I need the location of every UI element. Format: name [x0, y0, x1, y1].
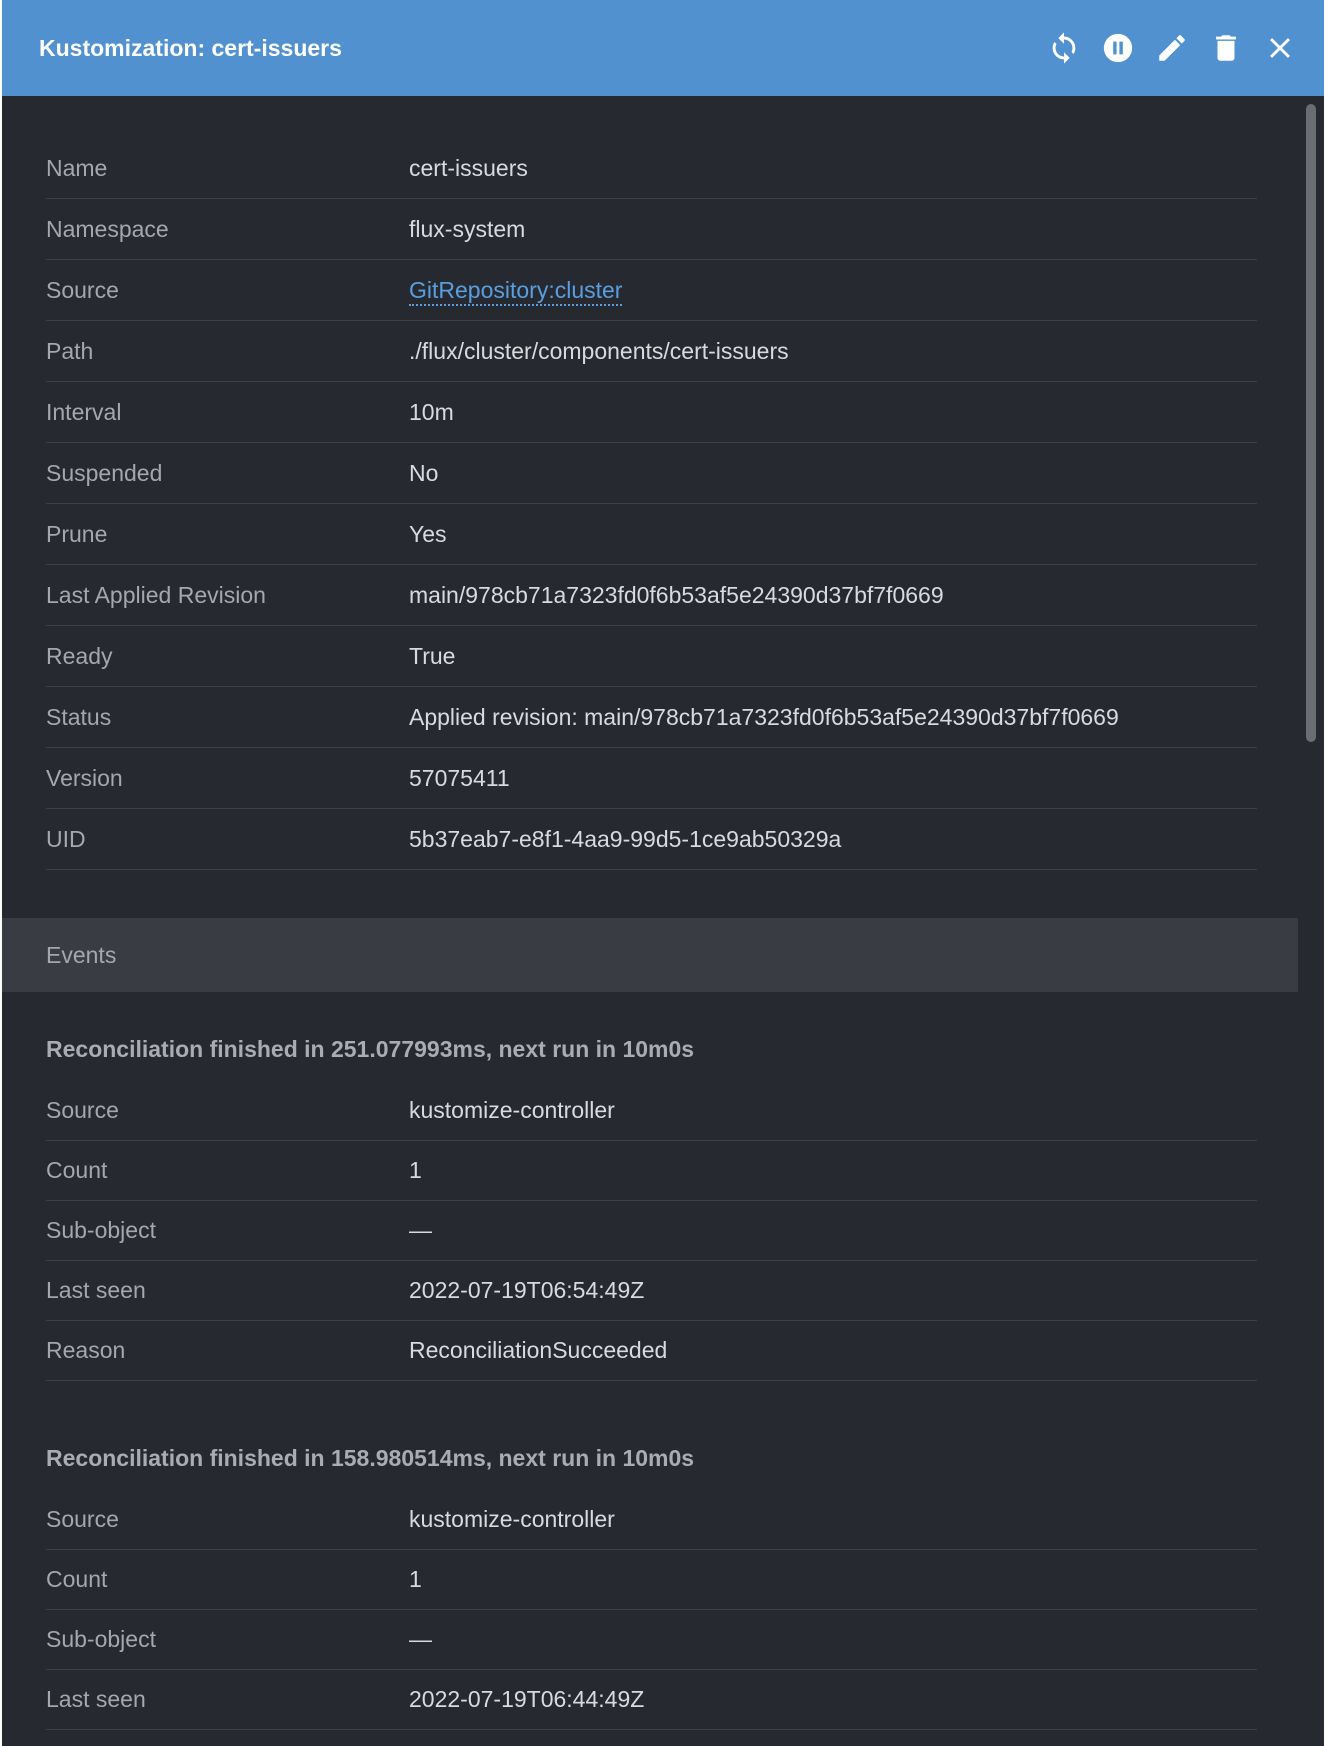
detail-row-last-seen [46, 1261, 1257, 1321]
detail-row-source [46, 1081, 1257, 1141]
detail-value: — [409, 1626, 432, 1652]
scrollbar-thumb[interactable] [1306, 104, 1316, 742]
detail-value: cert-issuers [409, 154, 528, 181]
event-title: Reconciliation finished in 158.980514ms, next run in 10m0s [46, 1445, 695, 1471]
detail-value: flux-system [409, 215, 526, 242]
pencil-icon [1155, 31, 1189, 65]
detail-key: Ready [46, 642, 113, 669]
trash-icon [1209, 31, 1243, 65]
detail-key: Prune [46, 520, 108, 547]
detail-row-path [46, 321, 1257, 382]
detail-value: 5b37eab7-e8f1-4aa9-99d5-1ce9ab50329a [409, 825, 842, 852]
detail-key: Source [46, 1506, 119, 1532]
pause-circle-icon [1101, 31, 1135, 65]
events-heading: Events [46, 942, 117, 968]
close-button[interactable] [1262, 30, 1298, 66]
detail-row-prune [46, 504, 1257, 565]
detail-row-ready [46, 626, 1257, 687]
detail-row-sub-object [46, 1610, 1257, 1670]
detail-row-source [46, 260, 1257, 321]
detail-row-version [46, 748, 1257, 809]
suspend-button[interactable] [1100, 30, 1136, 66]
detail-key: Namespace [46, 215, 169, 242]
detail-value: 57075411 [409, 764, 510, 791]
detail-row-source [46, 1490, 1257, 1550]
detail-key: Source [46, 276, 119, 303]
reconcile-button[interactable] [1046, 30, 1082, 66]
detail-value: kustomize-controller [409, 1097, 615, 1123]
detail-value: 1 [409, 1566, 422, 1592]
detail-value: True [409, 642, 456, 669]
detail-row-interval [46, 382, 1257, 443]
detail-key: Sub-object [46, 1626, 156, 1652]
drawer-content[interactable] [2, 96, 1302, 1746]
detail-value: 1 [409, 1157, 422, 1183]
detail-value: 2022-07-19T06:54:49Z [409, 1277, 645, 1303]
drawer-titlebar [2, 0, 1324, 96]
detail-key: Suspended [46, 459, 163, 486]
detail-value: 2022-07-19T06:44:49Z [409, 1686, 645, 1712]
detail-value: 10m [409, 398, 454, 425]
detail-row-sub-object [46, 1201, 1257, 1261]
detail-value: kustomize-controller [409, 1506, 615, 1532]
close-icon [1263, 31, 1297, 65]
detail-row-uid [46, 809, 1257, 870]
detail-value: Applied revision: main/978cb71a7323fd0f6b53af5e24390d37bf7f0669 [409, 703, 1119, 730]
edit-button[interactable] [1154, 30, 1190, 66]
detail-row-count [46, 1141, 1257, 1201]
detail-key: Interval [46, 398, 122, 425]
details-table [46, 138, 1257, 870]
detail-value: main/978cb71a7323fd0f6b53af5e24390d37bf7f0669 [409, 581, 944, 608]
detail-value [409, 277, 622, 304]
events-section-header [2, 918, 1298, 992]
detail-row-suspended [46, 443, 1257, 504]
drawer-toolbar [1046, 0, 1298, 96]
detail-value: ./flux/cluster/components/cert-issuers [409, 337, 789, 364]
detail-key: Name [46, 154, 108, 181]
detail-key: Last seen [46, 1277, 146, 1303]
detail-row-reason [46, 1321, 1257, 1381]
detail-key: Count [46, 1566, 108, 1592]
detail-key: Version [46, 764, 123, 791]
kustomization-details-drawer [2, 0, 1324, 1746]
source-link[interactable]: GitRepository:cluster [409, 277, 622, 306]
detail-key: Status [46, 703, 112, 730]
detail-key: Source [46, 1097, 119, 1123]
detail-row-status [46, 687, 1257, 748]
detail-key: Count [46, 1157, 108, 1183]
event-table [46, 1490, 1257, 1730]
drawer-title: Kustomization: cert-issuers [39, 35, 342, 61]
detail-key: UID [46, 825, 86, 852]
detail-value: Yes [409, 520, 447, 547]
event-title: Reconciliation finished in 251.077993ms, next run in 10m0s [46, 1036, 695, 1062]
detail-row-last-applied-revision [46, 565, 1257, 626]
detail-key: Last seen [46, 1686, 146, 1712]
detail-value: — [409, 1217, 432, 1243]
delete-button[interactable] [1208, 30, 1244, 66]
detail-row-count [46, 1550, 1257, 1610]
detail-value: No [409, 459, 439, 486]
detail-row-namespace [46, 199, 1257, 260]
detail-row-name [46, 138, 1257, 199]
detail-key: Sub-object [46, 1217, 156, 1243]
detail-row-last-seen [46, 1670, 1257, 1730]
refresh-icon [1047, 31, 1081, 65]
detail-value: ReconciliationSucceeded [409, 1337, 668, 1363]
event-table [46, 1081, 1257, 1381]
detail-key: Reason [46, 1337, 126, 1363]
detail-key: Path [46, 337, 94, 364]
detail-key: Last Applied Revision [46, 581, 266, 608]
